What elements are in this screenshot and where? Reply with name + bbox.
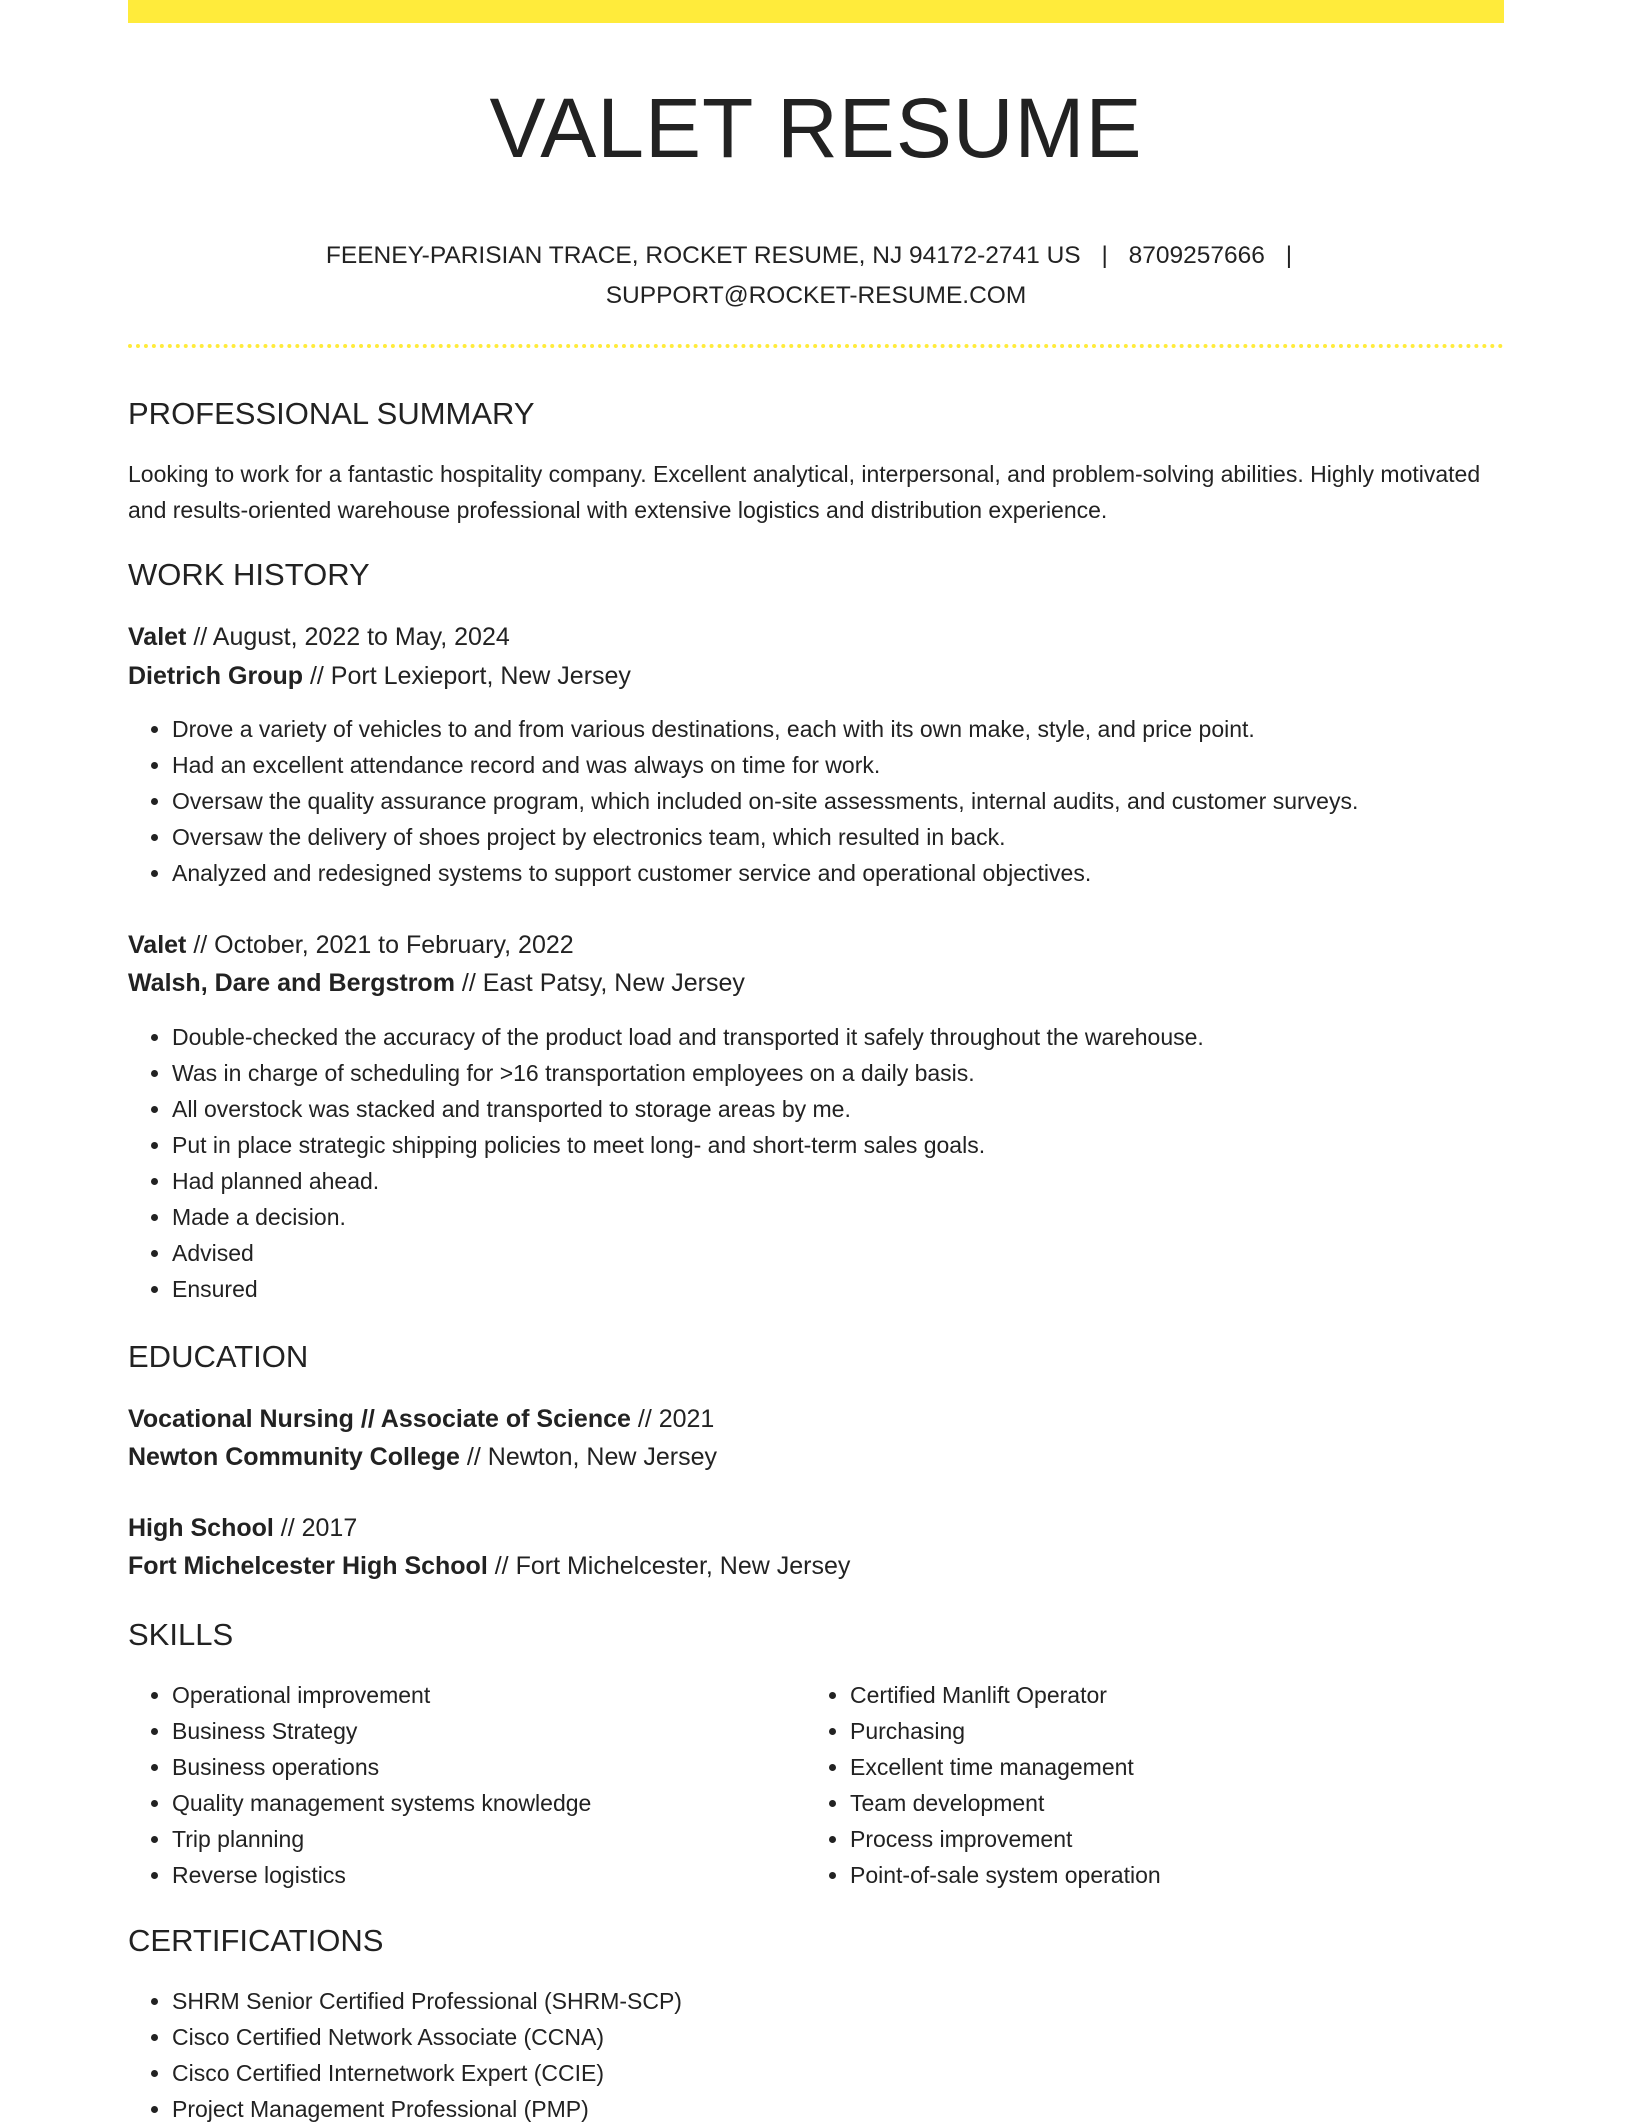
job-2-company: Walsh, Dare and Bergstrom [128, 969, 455, 997]
education-1-school: Newton Community College [128, 1443, 460, 1471]
contact-info [128, 236, 1504, 316]
list-item: • Team development [850, 1785, 1161, 1821]
list-item: • Project Management Professional (PMP) [172, 2091, 682, 2127]
list-item: • Oversaw the delivery of shoes project by electronics team, which resulted in back. [172, 819, 1358, 855]
list-item: • Oversaw the quality assurance program, which included on-site assessments, internal audits, and customer surveys. [172, 783, 1358, 819]
top-accent-bar [128, 0, 1504, 23]
contact-line-2 [128, 276, 1504, 316]
list-item: • Double-checked the accuracy of the product load and transported it safely throughout the warehouse. [172, 1019, 1204, 1055]
certifications-list [128, 1983, 682, 2127]
job-1-company: Dietrich Group [128, 662, 304, 690]
contact-separator: | [1285, 242, 1293, 269]
job-2-bullets [128, 1019, 1204, 1307]
list-item: • Business Strategy [172, 1713, 591, 1749]
education-2-year: // 2017 [280, 1514, 358, 1542]
summary-text: Looking to work for a fantastic hospitality company. Excellent analytical, interpersonal, and problem-solving abilities. Highly motivated and results-oriented warehouse professional with extensive logistics and distribution experience. [128, 461, 1481, 523]
education-2-degree-line [128, 1509, 357, 1547]
education-1-year: // 2021 [637, 1405, 715, 1433]
skills-list-left [128, 1677, 591, 1893]
list-item: • Purchasing [850, 1713, 1161, 1749]
education-2-location: // Fort Michelcester, New Jersey [494, 1552, 851, 1580]
list-item: • Cisco Certified Internetwork Expert (CCIE) [172, 2055, 682, 2091]
contact-email: SUPPORT@ROCKET-RESUME.COM [605, 282, 1027, 309]
header-divider [128, 344, 1504, 348]
job-1-bullets [128, 711, 1358, 891]
job-2-company-line [128, 964, 745, 1002]
skills-list-right [806, 1677, 1161, 1893]
list-item: • Analyzed and redesigned systems to support customer service and operational objectives. [172, 855, 1358, 891]
list-item: • SHRM Senior Certified Professional (SHRM-SCP) [172, 1983, 682, 2019]
contact-phone: 8709257666 [1128, 242, 1265, 269]
list-item: • Trip planning [172, 1821, 591, 1857]
job-1-dates: // August, 2022 to May, 2024 [193, 623, 510, 651]
list-item: • Advised [172, 1235, 1204, 1271]
list-item: • Process improvement [850, 1821, 1161, 1857]
job-1-location: // Port Lexieport, New Jersey [309, 662, 631, 690]
list-item: • Business operations [172, 1749, 591, 1785]
list-item: • Point-of-sale system operation [850, 1857, 1161, 1893]
job-1-title-line [128, 618, 510, 656]
list-item: • Reverse logistics [172, 1857, 591, 1893]
job-2-dates: // October, 2021 to February, 2022 [193, 931, 574, 959]
list-item: • Quality management systems knowledge [172, 1785, 591, 1821]
contact-line-1 [128, 236, 1504, 276]
contact-address: FEENEY-PARISIAN TRACE, ROCKET RESUME, NJ 94172-2741 US [325, 242, 1081, 269]
list-item: • Cisco Certified Network Associate (CCNA) [172, 2019, 682, 2055]
education-2-school-line [128, 1547, 850, 1585]
skills-heading: SKILLS [128, 1617, 234, 1652]
job-1-title: Valet [128, 623, 187, 651]
list-item: • All overstock was stacked and transported to storage areas by me. [172, 1091, 1204, 1127]
list-item: • Was in charge of scheduling for >16 transportation employees on a daily basis. [172, 1055, 1204, 1091]
summary-heading: PROFESSIONAL SUMMARY [128, 396, 535, 431]
list-item: • Had an excellent attendance record and was always on time for work. [172, 747, 1358, 783]
list-item: • Operational improvement [172, 1677, 591, 1713]
job-2-title-line [128, 926, 574, 964]
education-2-degree: High School [128, 1514, 274, 1542]
job-2-location: // East Patsy, New Jersey [461, 969, 745, 997]
education-1-school-line [128, 1438, 717, 1476]
education-heading: EDUCATION [128, 1339, 309, 1374]
list-item: • Certified Manlift Operator [850, 1677, 1161, 1713]
certifications-heading: CERTIFICATIONS [128, 1923, 384, 1958]
education-1-degree-line [128, 1400, 714, 1438]
education-2-school: Fort Michelcester High School [128, 1552, 488, 1580]
job-1-company-line [128, 657, 631, 695]
list-item: • Put in place strategic shipping policies to meet long- and short-term sales goals. [172, 1127, 1204, 1163]
education-1-degree: Vocational Nursing // Associate of Science [128, 1405, 631, 1433]
job-2-title: Valet [128, 931, 187, 959]
resume-title: VALET RESUME [489, 81, 1143, 175]
list-item: • Made a decision. [172, 1199, 1204, 1235]
contact-separator: | [1101, 242, 1108, 269]
work-history-heading: WORK HISTORY [128, 557, 370, 592]
list-item: • Ensured [172, 1271, 1204, 1307]
education-1-location: // Newton, New Jersey [466, 1443, 718, 1471]
list-item: • Had planned ahead. [172, 1163, 1204, 1199]
list-item: • Drove a variety of vehicles to and from various destinations, each with its own make, style, and price point. [172, 711, 1358, 747]
list-item: • Excellent time management [850, 1749, 1161, 1785]
